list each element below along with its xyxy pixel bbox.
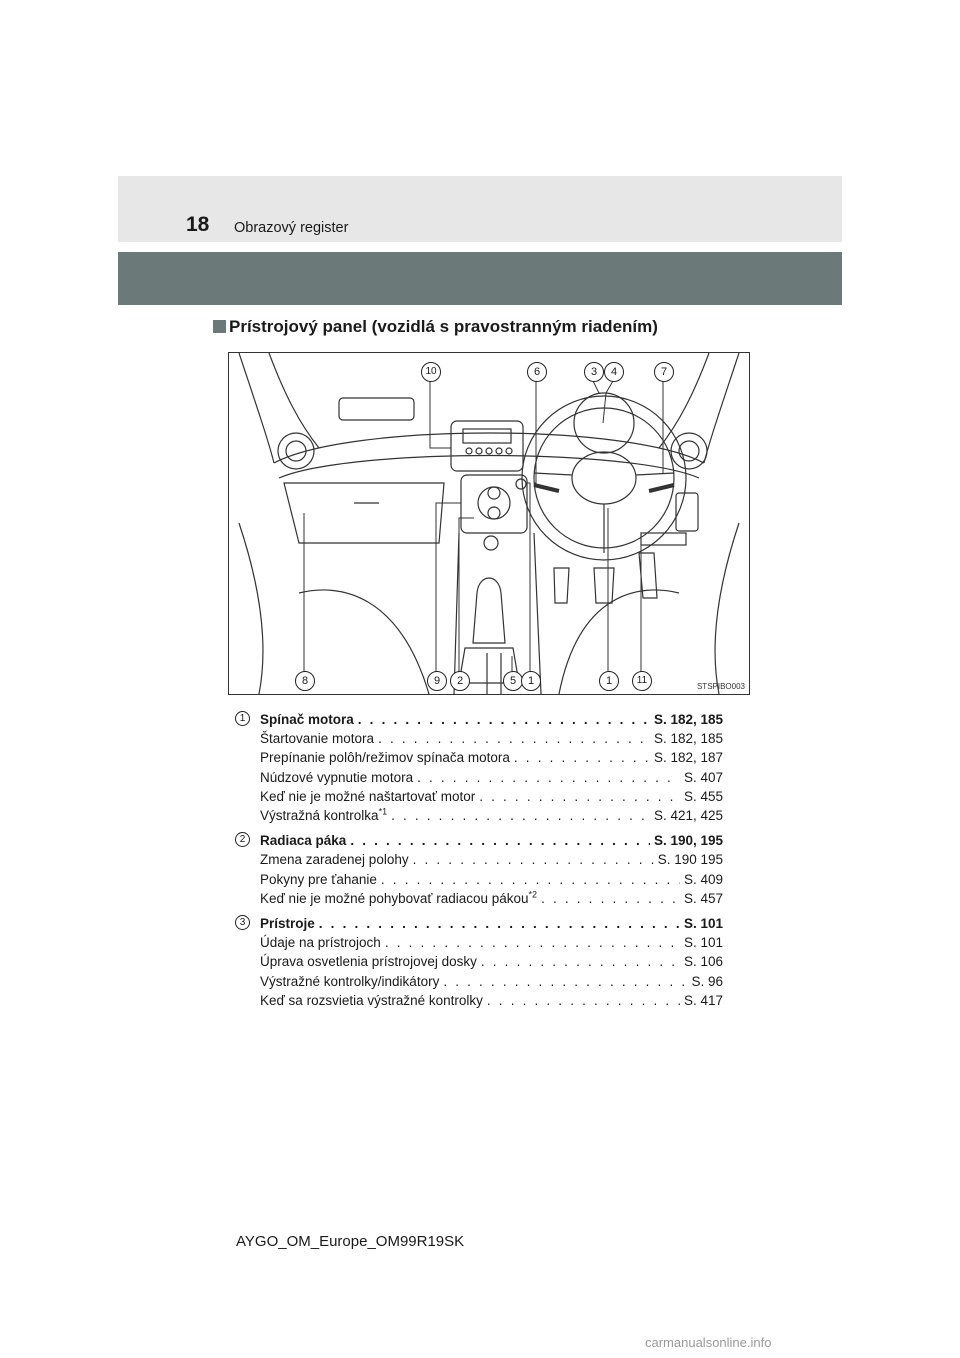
sub-ref: S. 455: [683, 788, 723, 804]
dot-leader: [358, 710, 650, 729]
dot-leader: [443, 972, 687, 991]
pedal-middle: [594, 568, 614, 603]
entry-ref: S. 182, 185: [653, 712, 723, 727]
sub-label-text: Keď nie je možné pohybovať radiacou pákou: [260, 890, 529, 906]
sub-label: Úprava osvetlenia prístrojovej dosky: [260, 954, 477, 970]
entry-sub-line[interactable]: [260, 850, 723, 869]
sub-ref: S. 182, 187: [653, 750, 723, 766]
sub-label: Prepínanie polôh/režimov spínača motora: [260, 750, 510, 766]
entry-sub-line[interactable]: [260, 870, 723, 889]
sub-label: Núdzové vypnutie motora: [260, 769, 414, 785]
entry-title: Prístroje: [260, 916, 315, 932]
callout-6: 6: [527, 362, 547, 382]
entry-sub-line[interactable]: [260, 889, 723, 908]
section-heading-text: Prístrojový panel (vozidlá s pravostranným riadením): [229, 317, 658, 336]
instrument-cluster: [574, 393, 634, 453]
dot-leader: [385, 933, 680, 952]
sub-label: Keď sa rozsvietia výstražné kontrolky: [260, 992, 483, 1008]
sub-ref: S. 101: [683, 935, 723, 951]
entry-sub-line[interactable]: [260, 952, 723, 971]
dot-leader: [541, 889, 680, 908]
sub-ref: S. 457: [683, 890, 723, 906]
entry-main-line[interactable]: [260, 710, 723, 729]
steering-spokes: [534, 473, 674, 553]
footnote-marker: *1: [378, 806, 388, 817]
entry-sub-line[interactable]: [260, 768, 723, 787]
entry-number-badge: 3: [235, 915, 250, 930]
handbrake: [487, 653, 501, 694]
sub-ref: S. 106: [683, 954, 723, 970]
entry-sub-line[interactable]: [260, 991, 723, 1010]
entry-sub-line[interactable]: [260, 729, 723, 748]
index-entries: [235, 710, 723, 1016]
dash-vent-top: [339, 398, 414, 420]
audio-display: [463, 429, 511, 443]
running-title: Obrazový register: [234, 220, 349, 236]
dot-leader: [391, 806, 650, 825]
index-entry: [235, 914, 723, 1010]
entry-title: Spínač motora: [260, 712, 354, 727]
tunnel-right: [534, 533, 541, 694]
callout-2: 2: [450, 671, 470, 691]
sub-label: Štartovanie motora: [260, 731, 375, 747]
entry-title: Radiaca páka: [260, 833, 347, 849]
dot-leader: [479, 787, 680, 806]
gear-lever: [473, 578, 505, 643]
entry-main-line[interactable]: [260, 831, 723, 850]
sub-label: [260, 889, 537, 908]
sub-ref: S. 409: [683, 871, 723, 887]
watermark: carmanualsonline.info: [645, 1335, 772, 1350]
footer-doc-code: AYGO_OM_Europe_OM99R19SK: [236, 1233, 465, 1250]
callout-11: 11: [632, 671, 652, 691]
entry-ref: S. 190, 195: [653, 833, 723, 849]
section-heading: [213, 318, 658, 335]
left-vent-inner: [286, 441, 306, 461]
left-seat: [299, 590, 429, 694]
sub-label: Údaje na prístrojoch: [260, 935, 381, 951]
left-pillar-inner: [269, 353, 319, 448]
dot-leader: [381, 870, 680, 889]
figure-code: STSPIBO003: [696, 682, 745, 691]
right-seat: [559, 590, 679, 694]
page-number: 18: [186, 213, 210, 236]
sub-ref: S. 421, 425: [653, 808, 723, 824]
window-switches: [676, 493, 698, 531]
square-bullet-icon: [213, 320, 226, 333]
entry-number-badge: 1: [235, 711, 250, 726]
sub-label: [260, 806, 387, 825]
entry-sub-line[interactable]: [260, 787, 723, 806]
callout-10: 10: [421, 362, 441, 382]
callout-5: 5: [503, 671, 523, 691]
entry-sub-line[interactable]: [260, 748, 723, 767]
section-band: [118, 252, 842, 305]
dashboard-drawing: [229, 353, 749, 694]
callout-1a: 1: [521, 671, 541, 691]
hazard-button: [516, 479, 526, 489]
sub-ref: S. 417: [683, 992, 723, 1008]
entry-sub-line[interactable]: [260, 972, 723, 991]
climate-panel: [461, 475, 527, 533]
entry-number-badge: 2: [235, 832, 250, 847]
left-pillar: [239, 353, 274, 463]
tunnel-left: [454, 533, 459, 694]
sub-ref: S. 182, 185: [653, 731, 723, 747]
sub-ref: S. 407: [683, 769, 723, 785]
entry-sub-line[interactable]: [260, 933, 723, 952]
dot-leader: [514, 748, 650, 767]
left-door: [239, 523, 263, 694]
dot-leader: [417, 768, 680, 787]
callout-4: 4: [604, 362, 624, 382]
sub-label-text: Výstražná kontrolka: [260, 808, 379, 824]
dot-leader: [350, 831, 650, 850]
callout-3: 3: [584, 362, 604, 382]
sub-label: Zmena zaradenej polohy: [260, 852, 409, 868]
dot-leader: [481, 952, 680, 971]
right-pillar: [704, 353, 739, 463]
right-stalk: [649, 485, 674, 491]
dot-leader: [319, 914, 680, 933]
sub-ref: S. 96: [691, 973, 723, 989]
dot-leader: [413, 850, 654, 869]
left-stalk: [534, 485, 559, 491]
entry-sub-line[interactable]: [260, 806, 723, 825]
callout-9: 9: [427, 671, 447, 691]
footnote-marker: *2: [528, 889, 538, 900]
index-entry: [235, 831, 723, 908]
callout-1b: 1: [599, 671, 619, 691]
glovebox: [284, 483, 444, 543]
index-entry: [235, 710, 723, 825]
engine-switch: [484, 536, 498, 550]
pedal-left: [554, 568, 569, 603]
dashboard-illustration: [228, 352, 750, 695]
entry-ref: S. 101: [683, 916, 723, 932]
climate-knob: [478, 487, 510, 519]
callout-8: 8: [295, 671, 315, 691]
header-band: [118, 176, 842, 242]
entry-main-line[interactable]: [260, 914, 723, 933]
sub-label: Pokyny pre ťahanie: [260, 871, 377, 887]
sub-label: Keď nie je možné naštartovať motor: [260, 788, 476, 804]
callout-leaders: [304, 381, 663, 673]
dot-leader: [378, 729, 650, 748]
callout-7: 7: [654, 362, 674, 382]
sub-ref: S. 190 195: [657, 852, 723, 868]
sub-label: Výstražné kontrolky/indikátory: [260, 973, 440, 989]
dot-leader: [487, 991, 680, 1010]
right-door: [715, 523, 739, 694]
